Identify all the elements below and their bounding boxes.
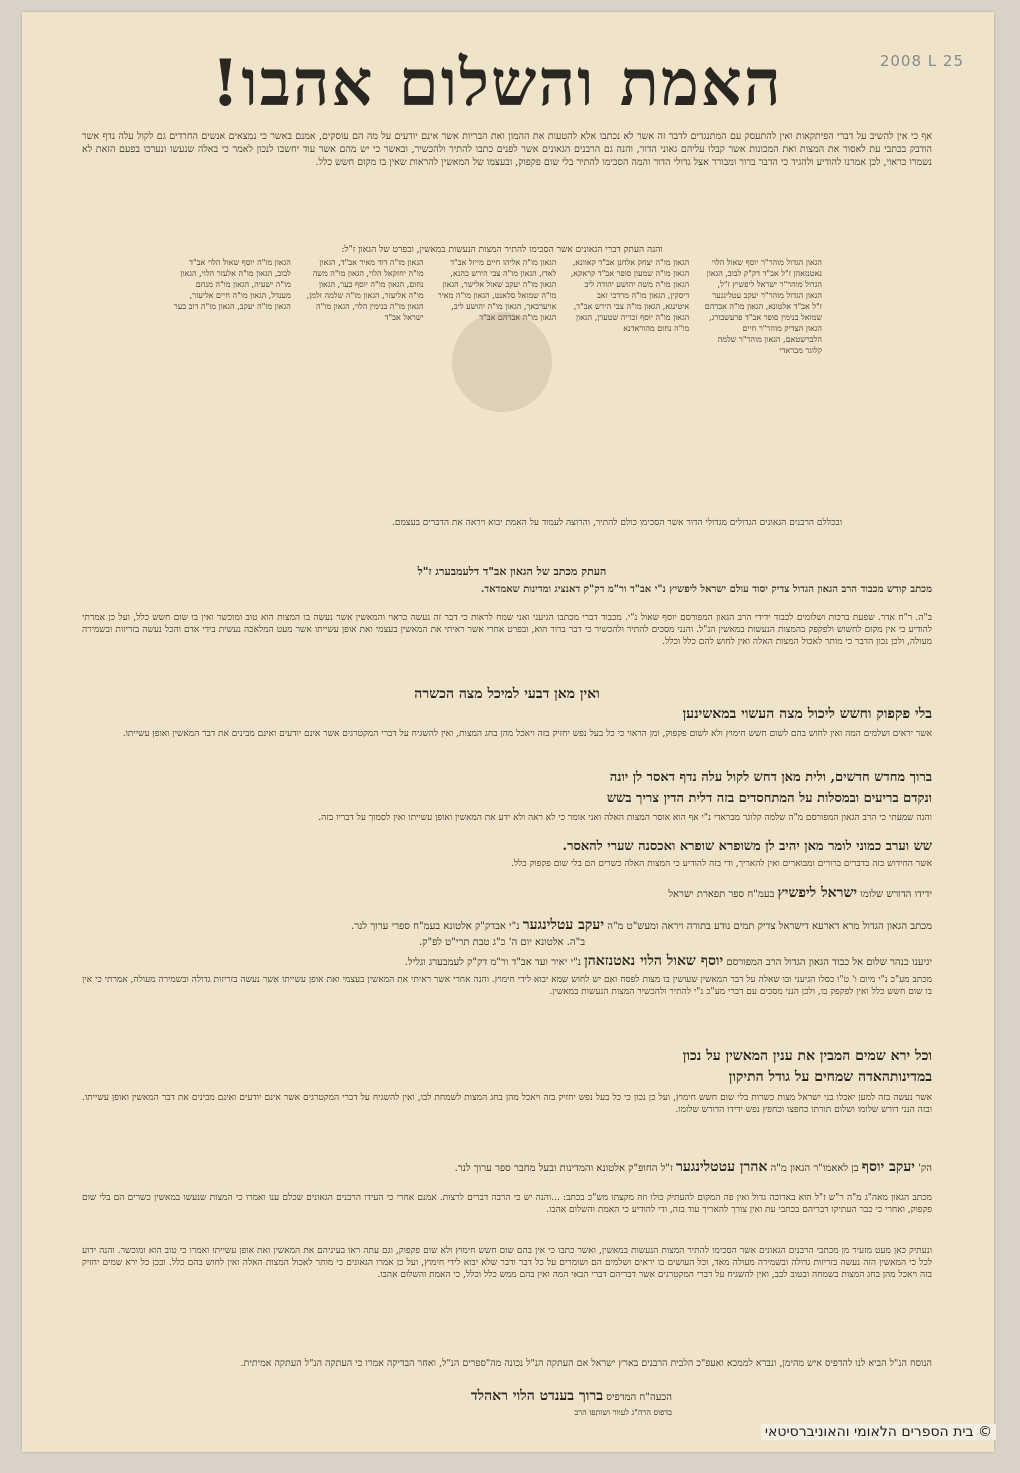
section2-body: מכתב מע"כ נ"י מיום ו' ט"ו כסלו הגיעני ובו שאלה על דבר המאשין שעושין בו מצות לפסח ואם יש לחוש שמא יבוא לידי חימוץ. והנה אחרי אשר ראיתי את המאשין בעצמי ואת אופן עשייתו אשר נעשה בזריזות גדולה ובשמירה מעולה, אמרתי כי אין בו שום חשש כלל ואין לפקפק בו, ולכן הנני מסכים עם דברי מע"כ נ"י להתיר ולהכשיר המצות הנעשות במאשין. [82,975,932,997]
rabbi-column: הגאון מו"ה אליהו חיים מייזל אב"ד לאדז, הגאון מו"ה צבי הירש כהנא, הגאון מו"ה יעקב שאול אלישר, הגאון מו"ה שמואל סלאנט, הגאון מו"ה מאיר אויערבאך, הגאון מו"ה יהושע ליב, הגאון מו"ה אברהם אב"ד [437,258,557,322]
section1-intro: מכתב קודש מכבוד הרב הגאון הגדול צדיק יסוד עולם ישראל ליפשיץ נ"י אב"ד ור"מ דק"ק דאנציג ומדינות שאמדאד. [480,584,932,595]
printer-credit [322,1388,672,1405]
intro-sub-heading: והנה העתק דברי הגאונים אשר הסכימו להתיר המצות הנעשות במאשין, ובפרט של הגאון ז"ל: [341,245,663,255]
section2-heading-suffix: נ"י אבדק"ק אלטונא בעמ"ח ספרי ערוך לנר. [351,921,520,932]
section3-body: מכתב הגאון מאה"ג מ"ה ר"ש ז"ל הוא בארוכה גדול ואין פה המקום להעתיק כולו וזה מקצתו מש"כ בכתב: ...והנה יש כי הרבה דברים לרצות. אמנם אחרי כי העידו הרבנים הגאונים שכלם ענו ואמרו כי המצות שנעשו במאשין כשרים הם בלי שום פקפוק, ואחרי כי כבר העתיקו דבריהם בכתבי עת ואין צורך להאריך עוד בזה, ודי להודיע כי האמת והשלום אהבו. [82,1193,932,1215]
section2-heading-name: יעקב עטלינגער [522,917,605,933]
rabbi-column: הגאון מו"ה דוד מאיר אב"ד, הגאון מו"ה יחזקאל הלוי, הגאון מו"ה משה נחום, הגאון מו"ה יוסף בער, הגאון מו"ה אליעזר, הגאון מו"ה שלמה זלמן, הגאון מו"ה בנימין הלוי, הגאון מו"ה ישראל אב"ד [306,258,424,322]
section1-body2: אשר יראים ושלמים המה ואין לחוש בהם לשום חשש חימוץ ולא לשום פקפוק, ומן הראוי כי כל בעל נפש יחזיק בזה ויאכל מהן בחג המצות, ואין להשגיח על דברי המקטרגים אשר אינם יודעים ואינם מבינים את דבר המאשין ואופן עשייתו. [122,729,932,739]
section1-emphasis: בלי פקפוק וחשש ליכול מצה העשוי במאשינען [682,706,932,722]
mid-text: ובכללם הרבנים הגאונים הגדולים מגדולי הדור אשר הסכימו כולם להתיר, והרוצה לעמוד על האמת יבוא ויראה את הדברים בעצמם. [391,518,842,528]
signature-name: יעקב יוסף [861,1159,915,1175]
greeting-name: יוסף שאול הלוי נאטנזאהן [584,953,724,969]
section1-emphasis: ואין מאן דבעי למיכל מצה הכשרה [414,686,600,702]
section1-body4: אשר החידוש בזה בדברים ברורים ומבוארים ואין להאריך, ודי בזה להודיע כי המצות האלה כשרים הם בלי שום פקפוק כלל. [510,859,932,869]
greeting-suffix: נ"י יאיר ועד אב"ד ור"מ דק"ק לעמבערג וגליל. [404,957,581,968]
handwritten-catalog-note: 2008 L 25 [879,52,964,70]
section1-signature [82,885,932,902]
section2-greeting [82,953,932,970]
section2-signature [82,1159,932,1176]
rabbi-column: הגאון מו"ה יצחק אלחנן אב"ד קאוונא, הגאון מו"ה שמעון סופר אב"ד קראקא, הגאון מו"ה משה יהושע יהודה ליב דיסקין, הגאון מו"ה מרדכי זאב איטינגא, הגאון מו"ה צבי הירש אב"ד, הגאון מו"ה יוסף זכריה שטערן, הגאון מו"ה נחום מהוראדנא [570,258,690,333]
printer-label: הכעה"ח המדפיס [606,1392,672,1403]
section1-emphasis: שש וערב כמוני לומר מאן יהיב לן משופרא שופרא ואכסנה שערי להאסר. [562,839,932,854]
section3-closing: הנוסח הנ"ל הביא לנו להדפיס איש מהימן, ונברא לממכא ואעפ"כ הלבית הרבנים בארץ ישראל אם העתקה הנ"ל נכונה מה"ספרים הנ"ל, ואחר הבדיקה אמרו כי העתקה הנ"ל העתקה אמיתית. [240,1358,932,1369]
signature-name2: אהרן עטטלינגער [675,1159,768,1175]
signature-suffix: ז"ל החופ"ק אלטונא והמדינות ובעל מחבר ספר ערוך לנר. [454,1163,673,1174]
poster-sheet [22,12,994,1452]
section2-emphasis: במדינותהאדה שמחים על גודל התיקון [728,1069,932,1085]
rabbi-column: הגאון הגדול מוהר"ר יוסף שאול הלוי נאטנזאהן ז"ל אב"ד דק"ק לבוב, הגאון הגדול מוהר"ר ישראל ליפשיץ ז"ל, הגאון הגדול מוהר"ר יעקב עטלינגער ז"ל אב"ד אלטונא, הגאון מו"ה אברהם שמואל בנימין סופר אב"ד פרעשבורג, הגאון הצדיק מוהר"ר חיים הלברשטאם, הגאון מוהר"ר שלמה קלוגר מבראדי [704,258,822,355]
greeting-text: יגיענו כנהר שלום אל כבוד הגאון הגדול הרב המפורסם [726,957,932,968]
signature-prefix: הק' [918,1163,932,1174]
section2-emphasis: וכל ירא שמים המבין את ענין המאשין על נכון [682,1048,932,1064]
section1-heading: העתק מכתב של הגאון אב"ד דלעמבערג ז"ל [417,565,607,578]
section1-emphasis: ונקדם בריעים ובמסלות על המתחסדים בזה דלית הדין צריך בשש [606,791,932,806]
faded-stamp [452,312,552,412]
signature-mid: בן לאאמו"ר הגאון מ"ה [770,1163,859,1174]
signature-prefix: ידידו הדורש שלומו [860,889,932,900]
printer-name: ברוך בענדט הלוי ראהלד [470,1388,604,1404]
section2-dateline: ב"ה. אלטונא יום ה' כ"ג טבת תרי"ט לפ"ק. [418,937,586,948]
section2-body2: אשר נעשה בזה למען יאכלו בני ישראל מצות כשרות בלי שום חשש חימוץ, ועל כן נכון כי כל בעל נפש יחזיק בזה ויאכל מהן בחג המצות לשמחת לבו, ואין להשגיח על דברי המקטרגים אשר אינם יודעים ואינם מבינים את דבר המאשין ואופן עשייתו. ובזה הנני דורש שלומו ושלום תורתו כחפצו וכחפץ נפש ידידו הדורש שלומו. [82,1093,932,1115]
rabbi-column: הגאון מו"ה יוסף שאול הלוי אב"ד לבוב, הגאון מו"ה אלעזר הלוי, הגאון מו"ה ישעיה, הגאון מו"ה מנחם מענדל, הגאון מו"ה חיים אליעזר, הגאון מו"ה יעקב, הגאון מו"ה דוב בער [173,258,291,311]
section2-heading [82,917,932,934]
section3-body2: ונעתיק כאן מעט מזעיר מן מכתבי הרבנים הגאונים אשר הסכימו להתיר המצות הנעשות במאשין, ואשר כתבו כי אין בהם שום חשש חימוץ ולא שום פקפוק, וגם עתה ראו בעיניהם את המאשין ואת אופן עשייתו ואמרו כי טוב הוא ומוכשר. והנה ידוע לכל כי המאשין הזה נעשה בזריזות גדולה ובשמירה מעולה מאד, וכל העושים בו יראים ושלמים הם ושומרים על כל דבר ודבר שלא יבוא לידי חימוץ, ועל כן אמרו הגאונים כי מותר לאכול המצות האלה ואין לחוש בהם כלל. ובכן כל ירא שמים יחזיק בזה ויאכל מהן בחג המצות בשמחה ובטוב לבב, ואין להשגיח על דברי המקטרגים אשר דבריהם דברי הבאי המה ואין בהם ממש כלל וכלל, כי האמת והשלום אהבו. [82,1246,932,1280]
section1-body: ב"ה. ר"ח אדר. שפעת ברכות ושלומים לכבוד ידידי הרב הגאון המפורסם יוסף שאול נ"י. מכבוד דברי מכתבו הגיעני ואני שמח לראות כי דבר זה נעשה כראוי והמאשין אשר נעשה בו המצות הוא טוב ומוכשר ואין בו שום חשש כלל, ועל כן אמרתי להודיע כי אין מקום לחשוש ולפקפק בהמצות הנעשות במאשין הנ"ל. והנני מסכים להתיר ולהכשיר כי דבר ברור הוא, ובפרט אחרי אשר ראיתי את המאשין בעצמי ואת אופן עשייתו אשר מעט המלאכה נעשית בידי אדם והכל נעשה בזריזות ובשמירה מעולה, ולכן נכון הדבר כי מותר לאכול המצות האלה ואין לחוש להם כלל וכלל. [82,613,932,647]
section1-body3: והנה שמעתי כי הרב הגאון המפורסם מ"ה שלמה קלוגר מבראדי נ"י אף הוא אוסר המצות האלה ואני אומר כי לא ראה ולא ידע את המאשין ואופן עשייתו ואין לסמוך על דבריו בזה. [318,813,932,823]
printer-subline: בדפוס הרה"ג לעוור ושותפו הרב [574,1408,672,1417]
copyright-notice: © בית הספרים הלאומי והאוניברסיטאי [761,1424,996,1440]
page-title: האמת והשלום אהבו! [211,46,783,121]
section1-emphasis: ברוך מחדש חדשים, ולית מאן דחש לקול עלה נדף דאסר לן יונה [609,770,932,785]
intro-text: אף כי אין להשיב על דברי הפיתקאות ואין להתעסק עם המתנגדים לדבר זה אשר לא נכתבו אלא להטעות את ההמון ואת הבריות אשר אינם יודעים על מה הם עוסקים, אמנם באשר כי נמצאים אנשים החרדים גם לקול עלה נדף אשר הודבק בכתבי עת לאסור את המצות ואת המכונות אשר קבלו עליהם גאוני הדור, והנה גם הרבנים הגאונים אשר לפנים כתבו להתיר ולהכשיר, ובאשר כי יש מהם אשר עוד יחשבו לנכון לאמר כי באלה שנעשו ונערכו בפעם הזאת לא נשמרו כראוי, לכן אמרנו להודיע ולהגיד כי הדבר ברור ומבורר אצל גדולי הדור והמה הסכימו להתיר בלי שום פקפוק, ובעצמו של המאשין להראות שאין בו מקום חשש כלל. [82,131,932,168]
signature-suffix: בעמ"ח ספר תפארת ישראל [668,889,775,900]
section2-heading-text: מכתב הגאון הגדול מרא דארעא דישראל צדיק תמים נודע בתורה ויראה ומעש"ט מ"ה [607,921,932,932]
signature-name: ישראל ליפשיץ [777,885,858,901]
